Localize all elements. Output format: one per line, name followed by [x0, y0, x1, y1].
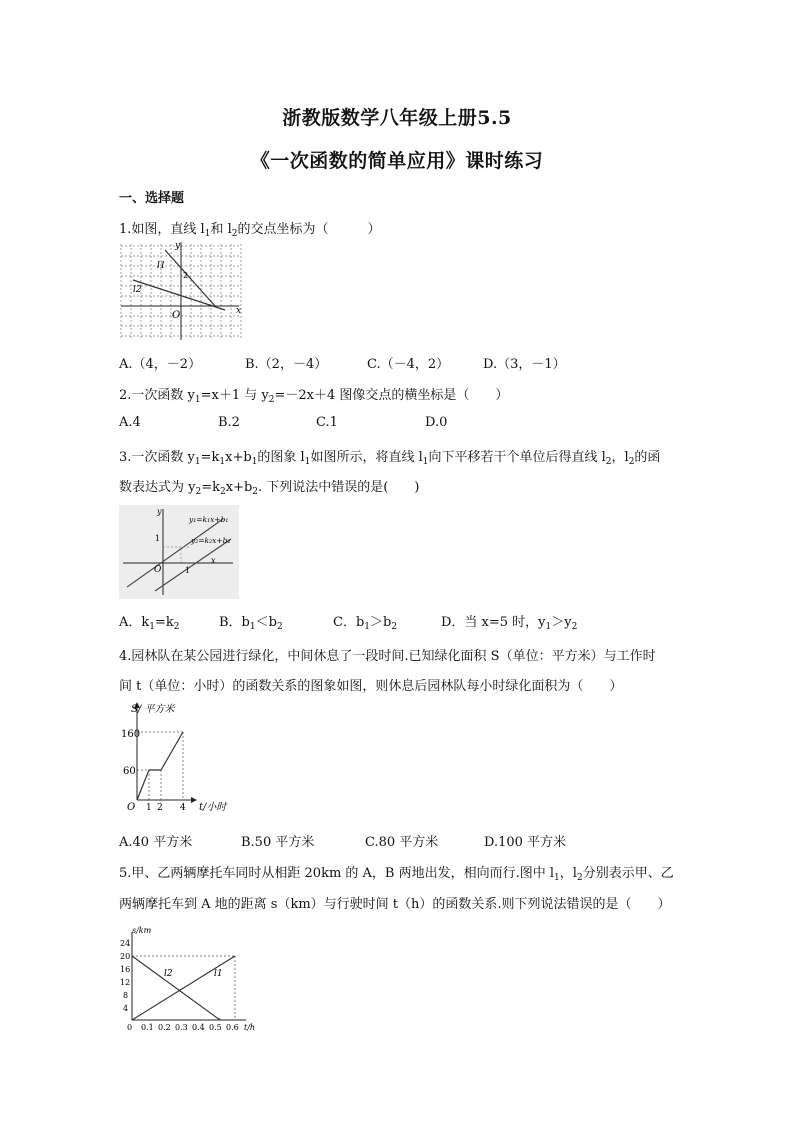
q2-option-b[interactable]: B.2 — [218, 415, 240, 430]
q4-y-axis-label: S/ 平方米 — [131, 704, 175, 715]
title-line-2: 《一次函数的简单应用》课时练习 — [250, 150, 544, 172]
title-line-1: 浙教版数学八年级上册5.5 — [282, 107, 512, 129]
q4-tick-1: 1 — [146, 803, 152, 812]
q4-x-axis-label: t/小时 — [199, 802, 227, 812]
q3-eq-y2: y₂=k₂x+b₂ — [191, 536, 231, 545]
q1-tick-2: 2 — [183, 271, 189, 280]
q1-line-l1: l1 — [157, 261, 166, 271]
q3-eq-y1: y₁=k₁x+b₁ — [189, 515, 229, 524]
q3-option-d[interactable]: D．当 x=5 时，$y_1>y_2$ — [441, 615, 578, 632]
q4-stem-line-1: 4.园林队在某公园进行绿化，中间休息了一段时间.已知绿化面积 S（单位：平方米）与工作时 — [119, 649, 656, 664]
q5-xtick-0.5: 0.5 — [209, 1023, 222, 1032]
q5-ytick-4: 4 — [123, 1004, 129, 1013]
q2-stem: 2.一次函数 $y_1=x+1$ 与 $y_2=-2x+4$ 图像交点的横坐标是（ ） — [119, 388, 509, 405]
q5-xtick-0.3: 0.3 — [175, 1023, 188, 1032]
section-heading: 一、选择题 — [119, 191, 185, 206]
q1-origin: O — [172, 310, 181, 321]
q5-x-axis-label: t/h — [244, 1023, 256, 1032]
q4-area-time-graph — [119, 700, 239, 812]
q1-y-label: y — [175, 241, 181, 251]
q1-stem: 1.如图，直线 $l_1$和 $l_2$的交点坐标为（ ） — [119, 222, 381, 239]
q2-option-a[interactable]: A.4 — [119, 415, 141, 430]
q5-stem-line-2: 两辆摩托车到 A 地的距离 s（km）与行驶时间 t（h）的函数关系.则下列说法错误的是（ ） — [119, 897, 671, 912]
q5-ytick-12: 12 — [120, 978, 131, 987]
q5-ytick-16: 16 — [120, 965, 131, 974]
q3-option-a[interactable]: A．$k_1=k_2$ — [119, 615, 180, 632]
q4-stem-line-2: 间 t（单位：小时）的函数关系的图象如图，则休息后园林队每小时绿化面积为（ ） — [119, 679, 623, 694]
q5-xtick-0.4: 0.4 — [192, 1023, 205, 1032]
q2-option-d[interactable]: D.0 — [425, 415, 448, 430]
q3-lines-figure — [119, 505, 239, 599]
q3-x-label: x — [211, 556, 216, 565]
q5-ytick-8: 8 — [123, 991, 129, 1000]
q3-tick-y1: 1 — [155, 534, 161, 543]
q3-origin: O — [154, 565, 162, 575]
q4-option-d[interactable]: D.100 平方米 — [484, 835, 567, 850]
q5-y-axis-label: s/km — [132, 926, 152, 935]
q5-xtick-0.6: 0.6 — [226, 1023, 239, 1032]
q5-xtick-0.2: 0.2 — [158, 1023, 171, 1032]
q4-tick-2: 2 — [157, 803, 163, 812]
q4-option-b[interactable]: B.50 平方米 — [241, 835, 315, 850]
q4-tick-4: 4 — [180, 803, 186, 812]
q3-option-c[interactable]: C．$b_1>b_2$ — [333, 615, 398, 632]
q1-grid-figure — [119, 240, 247, 344]
q5-ytick-24: 24 — [120, 939, 131, 948]
q5-ytick-20: 20 — [120, 952, 131, 961]
q2-option-c[interactable]: C.1 — [316, 415, 338, 430]
q4-origin: O — [127, 802, 136, 812]
q5-xtick-0.1: 0.1 — [141, 1023, 154, 1032]
q3-stem-line-1: 3.一次函数 $y_1=k_1x+b_1$的图象 $l_1$如图所示，将直线 $l_1$向下平移若干个单位后得直线 $l_2$，$l_2$的函 — [119, 450, 661, 467]
q3-option-b[interactable]: B．$b_1<b_2$ — [219, 615, 283, 632]
q3-y-label: y — [157, 507, 162, 516]
q4-option-c[interactable]: C.80 平方米 — [365, 835, 439, 850]
q5-line-l1: l1 — [214, 969, 223, 979]
q5-origin: 0 — [127, 1023, 133, 1032]
q3-tick-x1: 1 — [185, 566, 191, 575]
q4-tick-160: 160 — [121, 729, 141, 740]
q1-option-b[interactable]: B.（2，－4） — [245, 357, 328, 372]
q3-stem-line-2: 数表达式为 $y_2=k_2x+b_2$. 下列说法中错误的是( ) — [119, 480, 420, 497]
q1-option-d[interactable]: D.（3，－1） — [483, 357, 566, 372]
q1-option-a[interactable]: A.（4，－2） — [119, 357, 202, 372]
q5-line-l2: l2 — [164, 969, 173, 979]
q5-stem-line-1: 5.甲、乙两辆摩托车同时从相距 20km 的 A，B 两地出发，相向而行.图中 $l_1$，$l_2$分别表示甲、乙 — [119, 866, 674, 883]
q4-tick-60: 60 — [123, 766, 136, 777]
q1-x-label: x — [236, 306, 242, 316]
q5-distance-time-graph — [118, 926, 258, 1034]
q4-option-a[interactable]: A.40 平方米 — [119, 835, 193, 850]
q1-option-c[interactable]: C.（－4，2） — [367, 357, 450, 372]
q1-line-l2: l2 — [133, 285, 142, 295]
